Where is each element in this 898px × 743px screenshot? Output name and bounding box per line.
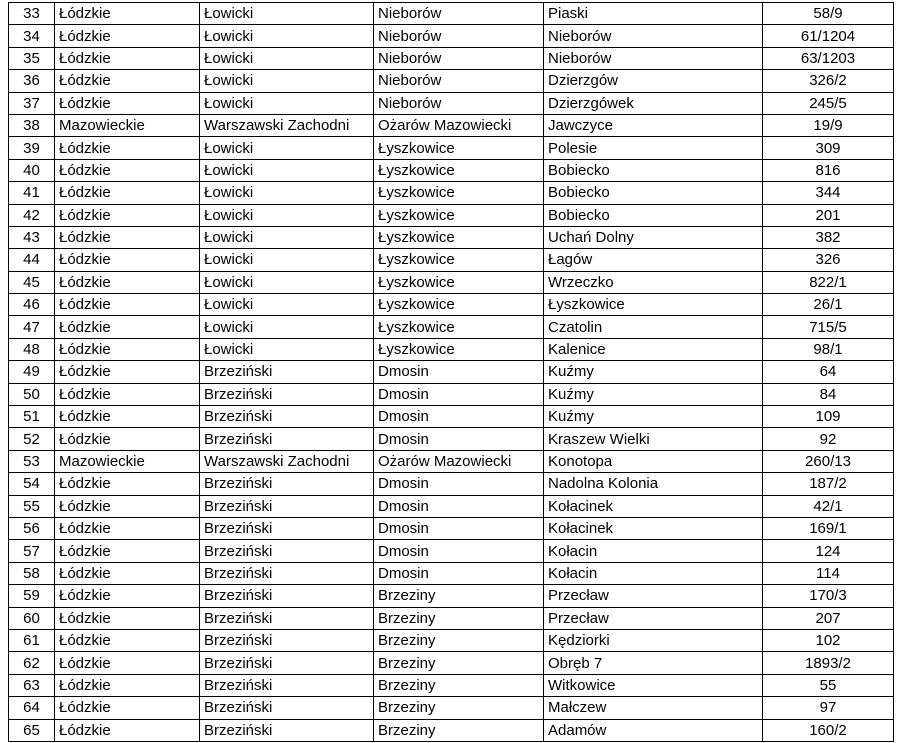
commune-cell[interactable]: Łyszkowice bbox=[374, 316, 544, 338]
row-number-cell[interactable]: 37 bbox=[9, 92, 55, 114]
commune-cell[interactable]: Dmosin bbox=[374, 406, 544, 428]
voivodeship-cell[interactable]: Łódzkie bbox=[55, 159, 200, 181]
precinct-cell[interactable]: Kuźmy bbox=[544, 361, 763, 383]
voivodeship-cell[interactable]: Łódzkie bbox=[55, 697, 200, 719]
precinct-cell[interactable]: Jawczyce bbox=[544, 114, 763, 136]
spreadsheet bbox=[8, 2, 894, 742]
county-cell[interactable]: Brzeziński bbox=[200, 585, 374, 607]
table-row bbox=[9, 92, 894, 114]
county-cell[interactable]: Łowicki bbox=[200, 338, 374, 360]
voivodeship-cell[interactable]: Łódzkie bbox=[55, 47, 200, 69]
row-number-cell[interactable]: 64 bbox=[9, 697, 55, 719]
precinct-cell[interactable]: Dzierzgów bbox=[544, 70, 763, 92]
parcel-number-cell[interactable]: 344 bbox=[763, 182, 894, 204]
commune-cell[interactable]: Dmosin bbox=[374, 562, 544, 584]
table-row bbox=[9, 674, 894, 696]
parcel-number-cell[interactable]: 326/2 bbox=[763, 70, 894, 92]
precinct-cell[interactable]: Bobiecko bbox=[544, 182, 763, 204]
commune-cell[interactable]: Łyszkowice bbox=[374, 159, 544, 181]
voivodeship-cell[interactable]: Łódzkie bbox=[55, 361, 200, 383]
table-row bbox=[9, 271, 894, 293]
row-number-cell[interactable]: 48 bbox=[9, 338, 55, 360]
parcel-number-cell[interactable]: 102 bbox=[763, 629, 894, 651]
table-row bbox=[9, 697, 894, 719]
voivodeship-cell[interactable]: Łódzkie bbox=[55, 92, 200, 114]
voivodeship-cell[interactable]: Łódzkie bbox=[55, 652, 200, 674]
commune-cell[interactable]: Łyszkowice bbox=[374, 249, 544, 271]
precinct-cell[interactable]: Kędziorki bbox=[544, 629, 763, 651]
county-cell[interactable]: Brzeziński bbox=[200, 562, 374, 584]
county-cell[interactable]: Łowicki bbox=[200, 316, 374, 338]
table-row bbox=[9, 294, 894, 316]
precinct-cell[interactable]: Konotopa bbox=[544, 450, 763, 472]
precinct-cell[interactable]: Kołacinek bbox=[544, 517, 763, 539]
table-row bbox=[9, 719, 894, 741]
commune-cell[interactable]: Łyszkowice bbox=[374, 182, 544, 204]
commune-cell[interactable]: Dmosin bbox=[374, 383, 544, 405]
commune-cell[interactable]: Brzeziny bbox=[374, 607, 544, 629]
parcel-number-cell[interactable]: 55 bbox=[763, 674, 894, 696]
county-cell[interactable]: Łowicki bbox=[200, 70, 374, 92]
voivodeship-cell[interactable]: Łódzkie bbox=[55, 517, 200, 539]
precinct-cell[interactable]: Kołacin bbox=[544, 562, 763, 584]
parcel-number-cell[interactable]: 58/9 bbox=[763, 3, 894, 25]
table-body bbox=[9, 3, 894, 742]
row-number-cell[interactable]: 58 bbox=[9, 562, 55, 584]
voivodeship-cell[interactable]: Łódzkie bbox=[55, 25, 200, 47]
row-number-cell[interactable]: 40 bbox=[9, 159, 55, 181]
voivodeship-cell[interactable]: Łódzkie bbox=[55, 406, 200, 428]
row-number-cell[interactable]: 44 bbox=[9, 249, 55, 271]
table-row bbox=[9, 383, 894, 405]
commune-cell[interactable]: Brzeziny bbox=[374, 629, 544, 651]
voivodeship-cell[interactable]: Łódzkie bbox=[55, 562, 200, 584]
row-number-cell[interactable]: 65 bbox=[9, 719, 55, 741]
precinct-cell[interactable]: Nieborów bbox=[544, 47, 763, 69]
row-number-cell[interactable]: 56 bbox=[9, 517, 55, 539]
parcel-number-cell[interactable]: 63/1203 bbox=[763, 47, 894, 69]
county-cell[interactable]: Łowicki bbox=[200, 137, 374, 159]
row-number-cell[interactable]: 55 bbox=[9, 495, 55, 517]
table-row bbox=[9, 495, 894, 517]
data-table bbox=[8, 2, 894, 742]
county-cell[interactable]: Łowicki bbox=[200, 249, 374, 271]
precinct-cell[interactable]: Piaski bbox=[544, 3, 763, 25]
commune-cell[interactable]: Brzeziny bbox=[374, 697, 544, 719]
county-cell[interactable]: Brzeziński bbox=[200, 629, 374, 651]
table-row bbox=[9, 450, 894, 472]
table-row bbox=[9, 406, 894, 428]
county-cell[interactable]: Łowicki bbox=[200, 92, 374, 114]
table-row bbox=[9, 562, 894, 584]
commune-cell[interactable]: Dmosin bbox=[374, 361, 544, 383]
voivodeship-cell[interactable]: Łódzkie bbox=[55, 585, 200, 607]
county-cell[interactable]: Łowicki bbox=[200, 47, 374, 69]
row-number-cell[interactable]: 38 bbox=[9, 114, 55, 136]
parcel-number-cell[interactable]: 309 bbox=[763, 137, 894, 159]
row-number-cell[interactable]: 54 bbox=[9, 473, 55, 495]
voivodeship-cell[interactable]: Mazowieckie bbox=[55, 114, 200, 136]
row-number-cell[interactable]: 52 bbox=[9, 428, 55, 450]
parcel-number-cell[interactable]: 715/5 bbox=[763, 316, 894, 338]
voivodeship-cell[interactable]: Łódzkie bbox=[55, 3, 200, 25]
parcel-number-cell[interactable]: 170/3 bbox=[763, 585, 894, 607]
table-row bbox=[9, 361, 894, 383]
commune-cell[interactable]: Łyszkowice bbox=[374, 338, 544, 360]
row-number-cell[interactable]: 42 bbox=[9, 204, 55, 226]
parcel-number-cell[interactable]: 98/1 bbox=[763, 338, 894, 360]
precinct-cell[interactable]: Nieborów bbox=[544, 25, 763, 47]
commune-cell[interactable]: Dmosin bbox=[374, 428, 544, 450]
county-cell[interactable]: Brzeziński bbox=[200, 517, 374, 539]
parcel-number-cell[interactable]: 822/1 bbox=[763, 271, 894, 293]
commune-cell[interactable]: Ożarów Mazowiecki bbox=[374, 114, 544, 136]
voivodeship-cell[interactable]: Łódzkie bbox=[55, 674, 200, 696]
row-number-cell[interactable]: 36 bbox=[9, 70, 55, 92]
commune-cell[interactable]: Nieborów bbox=[374, 92, 544, 114]
row-number-cell[interactable]: 63 bbox=[9, 674, 55, 696]
row-number-cell[interactable]: 35 bbox=[9, 47, 55, 69]
precinct-cell[interactable]: Kołacin bbox=[544, 540, 763, 562]
row-number-cell[interactable]: 45 bbox=[9, 271, 55, 293]
voivodeship-cell[interactable]: Łódzkie bbox=[55, 383, 200, 405]
voivodeship-cell[interactable]: Mazowieckie bbox=[55, 450, 200, 472]
row-number-cell[interactable]: 33 bbox=[9, 3, 55, 25]
parcel-number-cell[interactable]: 92 bbox=[763, 428, 894, 450]
precinct-cell[interactable]: Kołacinek bbox=[544, 495, 763, 517]
table-row bbox=[9, 338, 894, 360]
table-row bbox=[9, 585, 894, 607]
county-cell[interactable]: Łowicki bbox=[200, 226, 374, 248]
voivodeship-cell[interactable]: Łódzkie bbox=[55, 473, 200, 495]
precinct-cell[interactable]: Kraszew Wielki bbox=[544, 428, 763, 450]
voivodeship-cell[interactable]: Łódzkie bbox=[55, 137, 200, 159]
precinct-cell[interactable]: Czatolin bbox=[544, 316, 763, 338]
precinct-cell[interactable]: Przecław bbox=[544, 607, 763, 629]
table-row bbox=[9, 47, 894, 69]
voivodeship-cell[interactable]: Łódzkie bbox=[55, 316, 200, 338]
commune-cell[interactable]: Nieborów bbox=[374, 25, 544, 47]
county-cell[interactable]: Łowicki bbox=[200, 294, 374, 316]
precinct-cell[interactable]: Kuźmy bbox=[544, 406, 763, 428]
county-cell[interactable]: Brzeziński bbox=[200, 361, 374, 383]
row-number-cell[interactable]: 34 bbox=[9, 25, 55, 47]
precinct-cell[interactable]: Łyszkowice bbox=[544, 294, 763, 316]
parcel-number-cell[interactable]: 19/9 bbox=[763, 114, 894, 136]
parcel-number-cell[interactable]: 124 bbox=[763, 540, 894, 562]
row-number-cell[interactable]: 43 bbox=[9, 226, 55, 248]
voivodeship-cell[interactable]: Łódzkie bbox=[55, 294, 200, 316]
row-number-cell[interactable]: 49 bbox=[9, 361, 55, 383]
table-row bbox=[9, 249, 894, 271]
voivodeship-cell[interactable]: Łódzkie bbox=[55, 428, 200, 450]
precinct-cell[interactable]: Małczew bbox=[544, 697, 763, 719]
county-cell[interactable]: Brzeziński bbox=[200, 540, 374, 562]
county-cell[interactable]: Brzeziński bbox=[200, 652, 374, 674]
row-number-cell[interactable]: 47 bbox=[9, 316, 55, 338]
commune-cell[interactable]: Dmosin bbox=[374, 540, 544, 562]
commune-cell[interactable]: Łyszkowice bbox=[374, 271, 544, 293]
table-row bbox=[9, 25, 894, 47]
county-cell[interactable]: Brzeziński bbox=[200, 383, 374, 405]
precinct-cell[interactable]: Bobiecko bbox=[544, 159, 763, 181]
row-number-cell[interactable]: 50 bbox=[9, 383, 55, 405]
precinct-cell[interactable]: Kalenice bbox=[544, 338, 763, 360]
county-cell[interactable]: Łowicki bbox=[200, 3, 374, 25]
table-row bbox=[9, 3, 894, 25]
precinct-cell[interactable]: Polesie bbox=[544, 137, 763, 159]
parcel-number-cell[interactable]: 201 bbox=[763, 204, 894, 226]
precinct-cell[interactable]: Nadolna Kolonia bbox=[544, 473, 763, 495]
voivodeship-cell[interactable]: Łódzkie bbox=[55, 338, 200, 360]
county-cell[interactable]: Łowicki bbox=[200, 204, 374, 226]
precinct-cell[interactable]: Wrzeczko bbox=[544, 271, 763, 293]
commune-cell[interactable]: Dmosin bbox=[374, 473, 544, 495]
county-cell[interactable]: Brzeziński bbox=[200, 406, 374, 428]
table-row bbox=[9, 182, 894, 204]
table-row bbox=[9, 607, 894, 629]
parcel-number-cell[interactable]: 114 bbox=[763, 562, 894, 584]
precinct-cell[interactable]: Adamów bbox=[544, 719, 763, 741]
parcel-number-cell[interactable]: 61/1204 bbox=[763, 25, 894, 47]
voivodeship-cell[interactable]: Łódzkie bbox=[55, 70, 200, 92]
precinct-cell[interactable]: Witkowice bbox=[544, 674, 763, 696]
precinct-cell[interactable]: Uchań Dolny bbox=[544, 226, 763, 248]
parcel-number-cell[interactable]: 26/1 bbox=[763, 294, 894, 316]
precinct-cell[interactable]: Bobiecko bbox=[544, 204, 763, 226]
precinct-cell[interactable]: Przecław bbox=[544, 585, 763, 607]
parcel-number-cell[interactable]: 1893/2 bbox=[763, 652, 894, 674]
commune-cell[interactable]: Brzeziny bbox=[374, 719, 544, 741]
parcel-number-cell[interactable]: 326 bbox=[763, 249, 894, 271]
voivodeship-cell[interactable]: Łódzkie bbox=[55, 719, 200, 741]
table-row bbox=[9, 540, 894, 562]
parcel-number-cell[interactable]: 382 bbox=[763, 226, 894, 248]
voivodeship-cell[interactable]: Łódzkie bbox=[55, 226, 200, 248]
commune-cell[interactable]: Łyszkowice bbox=[374, 137, 544, 159]
parcel-number-cell[interactable]: 84 bbox=[763, 383, 894, 405]
table-row bbox=[9, 137, 894, 159]
row-number-cell[interactable]: 61 bbox=[9, 629, 55, 651]
row-number-cell[interactable]: 62 bbox=[9, 652, 55, 674]
county-cell[interactable]: Łowicki bbox=[200, 271, 374, 293]
table-row bbox=[9, 517, 894, 539]
precinct-cell[interactable]: Obręb 7 bbox=[544, 652, 763, 674]
voivodeship-cell[interactable]: Łódzkie bbox=[55, 271, 200, 293]
county-cell[interactable]: Warszawski Zachodni bbox=[200, 450, 374, 472]
county-cell[interactable]: Brzeziński bbox=[200, 674, 374, 696]
county-cell[interactable]: Brzeziński bbox=[200, 473, 374, 495]
commune-cell[interactable]: Łyszkowice bbox=[374, 204, 544, 226]
parcel-number-cell[interactable]: 160/2 bbox=[763, 719, 894, 741]
parcel-number-cell[interactable]: 109 bbox=[763, 406, 894, 428]
commune-cell[interactable]: Dmosin bbox=[374, 517, 544, 539]
table-row bbox=[9, 70, 894, 92]
table-row bbox=[9, 204, 894, 226]
voivodeship-cell[interactable]: Łódzkie bbox=[55, 249, 200, 271]
row-number-cell[interactable]: 53 bbox=[9, 450, 55, 472]
voivodeship-cell[interactable]: Łódzkie bbox=[55, 204, 200, 226]
county-cell[interactable]: Łowicki bbox=[200, 182, 374, 204]
voivodeship-cell[interactable]: Łódzkie bbox=[55, 495, 200, 517]
table-row bbox=[9, 159, 894, 181]
row-number-cell[interactable]: 59 bbox=[9, 585, 55, 607]
commune-cell[interactable]: Brzeziny bbox=[374, 652, 544, 674]
voivodeship-cell[interactable]: Łódzkie bbox=[55, 607, 200, 629]
precinct-cell[interactable]: Łagów bbox=[544, 249, 763, 271]
table-row bbox=[9, 652, 894, 674]
county-cell[interactable]: Brzeziński bbox=[200, 428, 374, 450]
county-cell[interactable]: Warszawski Zachodni bbox=[200, 114, 374, 136]
voivodeship-cell[interactable]: Łódzkie bbox=[55, 629, 200, 651]
county-cell[interactable]: Brzeziński bbox=[200, 719, 374, 741]
table-row bbox=[9, 114, 894, 136]
table-row bbox=[9, 473, 894, 495]
table-row bbox=[9, 629, 894, 651]
parcel-number-cell[interactable]: 64 bbox=[763, 361, 894, 383]
voivodeship-cell[interactable]: Łódzkie bbox=[55, 182, 200, 204]
commune-cell[interactable]: Brzeziny bbox=[374, 674, 544, 696]
parcel-number-cell[interactable]: 245/5 bbox=[763, 92, 894, 114]
voivodeship-cell[interactable]: Łódzkie bbox=[55, 540, 200, 562]
parcel-number-cell[interactable]: 42/1 bbox=[763, 495, 894, 517]
precinct-cell[interactable]: Dzierzgówek bbox=[544, 92, 763, 114]
row-number-cell[interactable]: 41 bbox=[9, 182, 55, 204]
commune-cell[interactable]: Nieborów bbox=[374, 70, 544, 92]
commune-cell[interactable]: Ożarów Mazowiecki bbox=[374, 450, 544, 472]
row-number-cell[interactable]: 46 bbox=[9, 294, 55, 316]
row-number-cell[interactable]: 39 bbox=[9, 137, 55, 159]
parcel-number-cell[interactable]: 187/2 bbox=[763, 473, 894, 495]
table-row bbox=[9, 316, 894, 338]
commune-cell[interactable]: Łyszkowice bbox=[374, 226, 544, 248]
commune-cell[interactable]: Dmosin bbox=[374, 495, 544, 517]
commune-cell[interactable]: Nieborów bbox=[374, 3, 544, 25]
commune-cell[interactable]: Nieborów bbox=[374, 47, 544, 69]
parcel-number-cell[interactable]: 816 bbox=[763, 159, 894, 181]
county-cell[interactable]: Łowicki bbox=[200, 159, 374, 181]
row-number-cell[interactable]: 60 bbox=[9, 607, 55, 629]
county-cell[interactable]: Brzeziński bbox=[200, 697, 374, 719]
table-row bbox=[9, 428, 894, 450]
commune-cell[interactable]: Brzeziny bbox=[374, 585, 544, 607]
county-cell[interactable]: Brzeziński bbox=[200, 607, 374, 629]
row-number-cell[interactable]: 51 bbox=[9, 406, 55, 428]
commune-cell[interactable]: Łyszkowice bbox=[374, 294, 544, 316]
county-cell[interactable]: Brzeziński bbox=[200, 495, 374, 517]
precinct-cell[interactable]: Kuźmy bbox=[544, 383, 763, 405]
parcel-number-cell[interactable]: 260/13 bbox=[763, 450, 894, 472]
parcel-number-cell[interactable]: 207 bbox=[763, 607, 894, 629]
row-number-cell[interactable]: 57 bbox=[9, 540, 55, 562]
parcel-number-cell[interactable]: 97 bbox=[763, 697, 894, 719]
parcel-number-cell[interactable]: 169/1 bbox=[763, 517, 894, 539]
county-cell[interactable]: Łowicki bbox=[200, 25, 374, 47]
table-row bbox=[9, 226, 894, 248]
